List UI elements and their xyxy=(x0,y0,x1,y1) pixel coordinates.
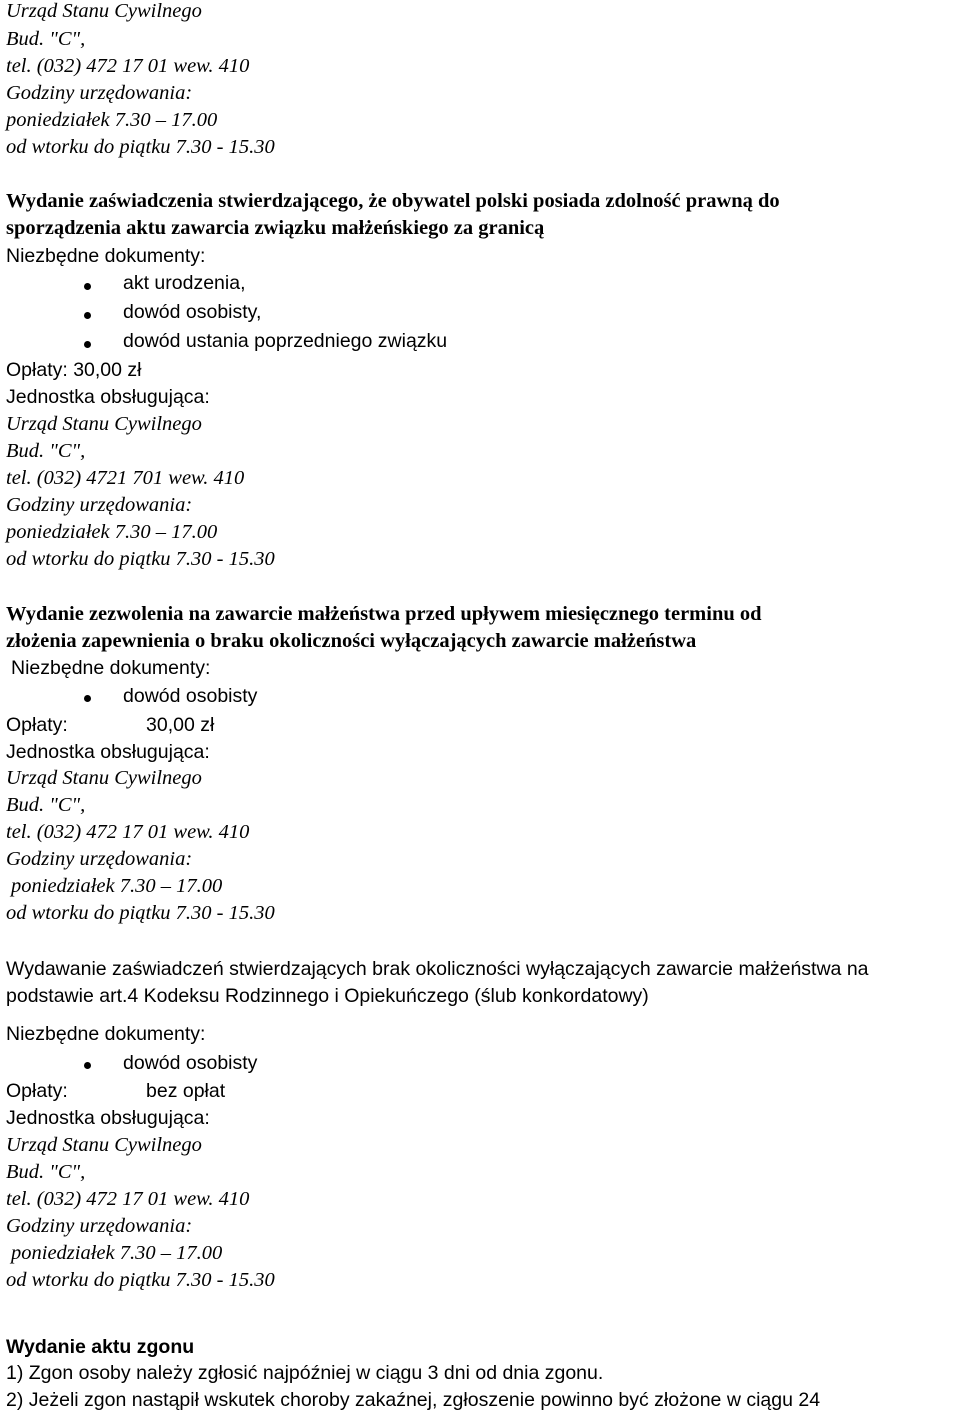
bullet-icon xyxy=(84,695,91,702)
section-1-doc-3: dowód ustania poprzedniego związku xyxy=(123,330,448,352)
section-3-office-name: Urząd Stanu Cywilnego xyxy=(6,1134,202,1156)
section-3-doc-1: dowód osobisty xyxy=(123,1052,258,1074)
section-2-office-phone: tel. (032) 472 17 01 wew. 410 xyxy=(6,821,250,843)
office-building: Bud. "C", xyxy=(6,28,86,50)
section-2-title: Wydanie zezwolenia na zawarcie małżeństwa przed upływem miesięcznego terminu od xyxy=(6,603,762,625)
hours-monday: poniedziałek 7.30 – 17.00 xyxy=(6,109,218,131)
section-3-fees-label: Opłaty: xyxy=(6,1080,68,1102)
section-2-hours-heading: Godziny urzędowania: xyxy=(6,848,193,870)
section-1-hours-tue-fri: od wtorku do piątku 7.30 - 15.30 xyxy=(6,548,275,570)
section-3-office-phone: tel. (032) 472 17 01 wew. 410 xyxy=(6,1188,250,1210)
section-2-unit-label: Jednostka obsługująca: xyxy=(6,741,210,763)
section-3-hours-heading: Godziny urzędowania: xyxy=(6,1215,193,1237)
section-2-doc-1: dowód osobisty xyxy=(123,685,258,707)
section-4-point-1: 1) Zgon osoby należy zgłosić najpóźniej w ciągu 3 dni od dnia zgonu. xyxy=(6,1362,604,1384)
office-name: Urząd Stanu Cywilnego xyxy=(6,0,202,22)
section-1-docs-label: Niezbędne dokumenty: xyxy=(6,245,206,267)
section-1-title-cont: sporządzenia aktu zawarcia związku małżeńskiego za granicą xyxy=(6,217,545,239)
section-1-fees: Opłaty: 30,00 zł xyxy=(6,359,142,381)
section-1-doc-2: dowód osobisty, xyxy=(123,301,262,323)
section-3-title: Wydawanie zaświadczeń stwierdzających brak okoliczności wyłączających zawarcie małżeństwa na xyxy=(6,958,869,980)
bullet-icon xyxy=(84,341,91,348)
office-phone: tel. (032) 472 17 01 wew. 410 xyxy=(6,55,250,77)
section-2-hours-monday: poniedziałek 7.30 – 17.00 xyxy=(11,875,223,897)
section-2-docs-label: Niezbędne dokumenty: xyxy=(11,657,211,679)
hours-tue-fri: od wtorku do piątku 7.30 - 15.30 xyxy=(6,136,275,158)
bullet-icon xyxy=(84,312,91,319)
section-1-title: Wydanie zaświadczenia stwierdzającego, że obywatel polski posiada zdolność prawną do xyxy=(6,190,780,212)
section-1-doc-1: akt urodzenia, xyxy=(123,272,246,294)
section-3-office-building: Bud. "C", xyxy=(6,1161,86,1183)
section-1-office-building: Bud. "C", xyxy=(6,440,86,462)
section-4-title: Wydanie aktu zgonu xyxy=(6,1336,195,1358)
section-1-unit-label: Jednostka obsługująca: xyxy=(6,386,210,408)
section-2-fees-value: 30,00 zł xyxy=(146,714,215,736)
section-2-office-building: Bud. "C", xyxy=(6,794,86,816)
section-3-unit-label: Jednostka obsługująca: xyxy=(6,1107,210,1129)
section-2-fees-label: Opłaty: xyxy=(6,714,68,736)
section-3-title-cont: podstawie art.4 Kodeksu Rodzinnego i Opiekuńczego (ślub konkordatowy) xyxy=(6,985,649,1007)
section-3-hours-tue-fri: od wtorku do piątku 7.30 - 15.30 xyxy=(6,1269,275,1291)
bullet-icon xyxy=(84,283,91,290)
section-1-hours-heading: Godziny urzędowania: xyxy=(6,494,193,516)
section-4-point-2: 2) Jeżeli zgon nastąpił wskutek choroby zakaźnej, zgłoszenie powinno być złożone w ciągu 24 xyxy=(6,1389,821,1411)
hours-heading: Godziny urzędowania: xyxy=(6,82,193,104)
section-2-hours-tue-fri: od wtorku do piątku 7.30 - 15.30 xyxy=(6,902,275,924)
section-3-hours-monday: poniedziałek 7.30 – 17.00 xyxy=(11,1242,223,1264)
bullet-icon xyxy=(84,1062,91,1069)
section-3-docs-label: Niezbędne dokumenty: xyxy=(6,1023,206,1045)
section-1-hours-monday: poniedziałek 7.30 – 17.00 xyxy=(6,521,218,543)
section-3-fees-value: bez opłat xyxy=(146,1080,226,1102)
section-1-office-phone: tel. (032) 4721 701 wew. 410 xyxy=(6,467,245,489)
section-2-office-name: Urząd Stanu Cywilnego xyxy=(6,767,202,789)
section-1-office-name: Urząd Stanu Cywilnego xyxy=(6,413,202,435)
section-2-title-cont: złożenia zapewnienia o braku okoliczności wyłączających zawarcie małżeństwa xyxy=(6,630,697,652)
